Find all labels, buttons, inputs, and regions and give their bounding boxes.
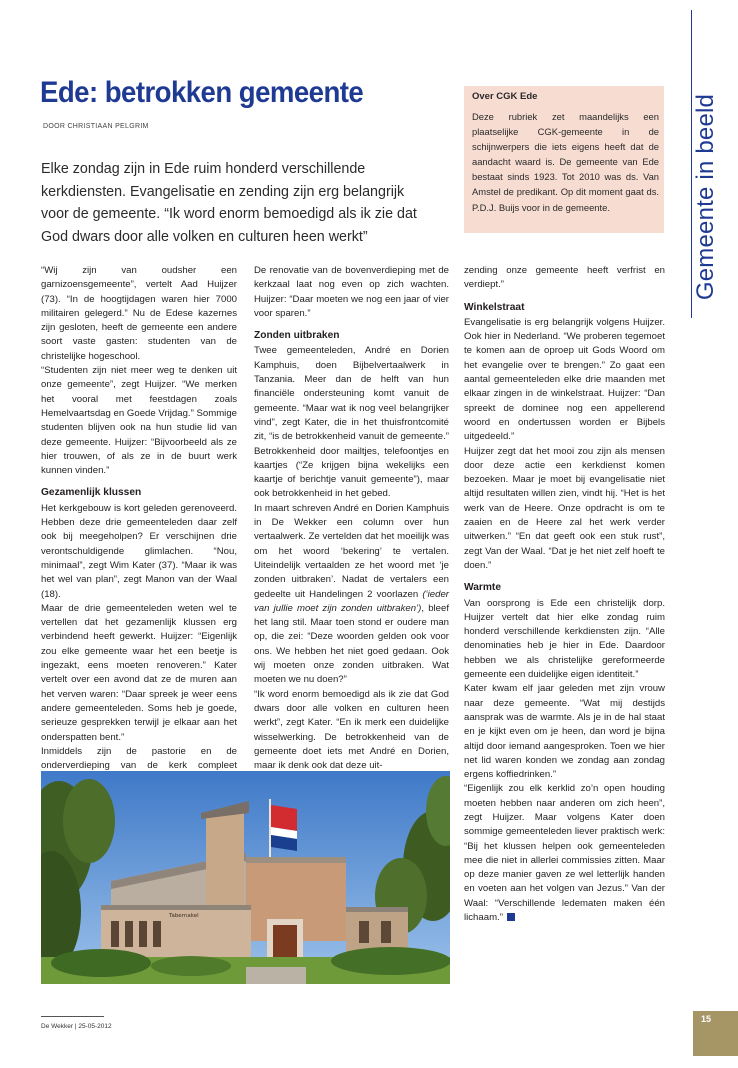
bible-quote: (‘ieder van jullie moet zijn zonden uitbraken’)	[254, 588, 449, 614]
church-sign-text: Tabernakel	[169, 913, 199, 919]
paragraph: De renovatie van de bovenverdieping met de kerkzaal laat nog even op zich wachten. Huijzer: “Daar moeten we nog een jaar of vier voor sparen.”	[254, 265, 449, 319]
footer-publication: De Wekker | 25-05-2012	[41, 1023, 112, 1030]
paragraph: Kater kwam elf jaar geleden met zijn vrouw naar deze gemeente. “Wat mij destijds aansprak was de warmte. Als je in de hal staat en je kijkt even om je heen, dan word je bijna altijd door iemand aangesproken. Toen we hier net lid waren konden we zondag aan zondag ergens koffiedrinken.”	[464, 683, 665, 781]
subheading: Winkelstraat	[464, 301, 525, 313]
paragraph	[254, 502, 449, 688]
paragraph: Het kerkgebouw is kort geleden gerenoveerd. Hebben deze drie gemeenteleden daar zelf ook bij meegeholpen? Er verschijnen drie verontschuldigende glimlachen. “Nou, minimaal”, zegt Wim Kater (37). “Maar ik was het wel van plan”, zegt Manon van der Waal (18).	[41, 502, 237, 600]
paragraph: “Studenten zijn niet meer weg te denken uit onze gemeente”, zegt Huijzer. “We merken het vooral met feestdagen zoals Hemelvaartsdag en Goede Vrijdag.” Sommige studenten blijven ook na hun studie lid van deze gemeente. Huijzer: “Bijvoorbeeld als ze hier trouwen, of als ze in de buurt werk kunnen vinden.”	[41, 365, 237, 477]
sidebar-text: Deze rubriek zet maandelijks een plaatselijke CGK-gemeente in de schijnwerpers die iets eigens heeft dat de aandacht waard is. De gemeente van Ede bestaat sinds 1923. Tot 2010 was ds. Van Amstel de predikant. Op dit moment gaat ds. P.D.J. Buijs voor in de gemeente.	[472, 111, 659, 213]
article-column-2	[254, 264, 449, 773]
paragraph: Evangelisatie is erg belangrijk volgens Huijzer. Ook hier in Nederland. “We proberen tegemoet te komen aan de oproep uit Gods Woord om het evangelie over te brengen.” Zo gaat een aantal gemeenteleden elke drie maanden met elkaar zingen in de winkelstraat. Huijzer: “Dan spreekt de dominee nog een appellerend woord en ondertussen worden er Bijbels uitgedeeld.”	[464, 316, 665, 443]
section-label	[686, 77, 726, 317]
paragraph: Van oorsprong is Ede een christelijk dorp. Huijzer vertelt dat hier elke zondag ruim honderd verschillende kerkdiensten zijn. “Alle denominaties heb je hier in Ede. Daardoor hebben we als christelijke gereformeerde gemeente een duidelijke eigen identiteit.”	[464, 597, 665, 681]
article-column-3	[464, 264, 665, 925]
paragraph	[464, 782, 665, 925]
paragraph: “Ik word enorm bemoedigd als ik zie dat God dwars door alle volken en culturen heen werkt”, zegt Kater. “En ik merk een duidelijke wisselwerking. De betrokkenheid van de gemeente doet iets met André en Dorien, maar ik denk ook dat deze uit-	[254, 688, 449, 772]
article-column-1	[41, 264, 237, 788]
end-of-article-icon	[507, 913, 515, 921]
subheading: Gezamenlijk klussen	[41, 487, 142, 499]
text-run: In maart schreven André en Dorien Kamphuis in De Wekker een column over hun vertaalwerk. Ze vertelden dat het moeilijk was om het woord ‘bekering’ te vertalen. Uiteindelijk vertaalden ze het woord met ‘je zonden uitbraken’. Nadat de vertalers een gedeelte uit Handelingen 2 voorlazen	[254, 502, 449, 600]
article-byline: DOOR CHRISTIAAN PELGRIM	[43, 123, 149, 130]
article-headline: Ede: betrokken gemeente	[40, 76, 364, 109]
church-photo	[41, 771, 450, 984]
paragraph: “Wij zijn van oudsher een garnizoensgemeente”, vertelt Aad Huijzer (73). “In de hoogtijdagen waren hier 7000 militairen gelegerd.” Nu de Edese kazernes zijn gesloten, heeft de gemeente een andere soort vaste gasten: studenten van de christelijke hogeschool.	[41, 265, 237, 362]
subheading: Warmte	[464, 582, 501, 594]
section-label-text: Gemeente in beeld	[692, 93, 719, 301]
paragraph: Huijzer zegt dat het mooi zou zijn als mensen door deze actie een kerkdienst komen bezoeken. Maar je moet bij evangelisatie niet altijd resultaten willen zien, vindt hij. “Het is het werk van de Heere. Onze opdracht is om te zaaien en de Heere zal het werk verder uitwerken.” “En dat geeft ook een stuk rust”, zegt Van der Waal. “Dat je het niet zelf hoeft te doen.”	[464, 445, 665, 571]
paragraph: Maar de drie gemeenteleden weten wel te vertellen dat het gezamenlijk klussen erg verbindend heeft gewerkt. Huijzer: “Eigenlijk zou elke gemeente waar het een beetje is ingezakt, eens moeten renoveren.” Kater vertelt over een avond dat ze de muren aan het verven waren: “Daar spreek je weer eens andere gemeenteleden. Soms heb je goede, serieuze gesprekken terwijl je elkaar aan het onderspatten bent.”	[41, 602, 237, 743]
subheading: Zonden uitbraken	[254, 330, 340, 342]
footer-rule	[41, 1016, 104, 1017]
text-run: , bleef het lang stil. Maar toen stond er oudere man op, die zei: “Deze woorden gelden ook voor ons. We hebben het niet goed gedaan. Ook wij moeten onze zonden uitbraken. Wat moeten we nu doen?”	[254, 602, 450, 686]
text-run: “Eigenlijk zou elk kerklid zo’n open houding moeten hebben naar anderen om zich heen”, zegt Huijzer. Maar volgens Kater doen sommige gemeenteleden liever praktisch werk: “Bij het klussen helpen ook gemeenteleden mee die niet in allerlei commissies zitten. Maar op deze manier gaven ze wel letterlijk handen en voeten aan het volgen van Jezus.” Van der Waal: “Verschillende ledematen maken één lichaam.”	[464, 783, 665, 924]
paragraph: Inmiddels zijn de pastorie en de onderverdieping van de kerk compleet	[41, 745, 237, 772]
paragraph: Twee gemeenteleden, André en Dorien Kamphuis, doen Bijbelvertaalwerk in Tanzania. Meer dan de helft van hun financiële ondersteuning komt vanuit de gemeente. “Maar wat ik nog veel belangrijker vind”, zegt Kater, die in het thuisfrontcomité zit, “is de betrokkenheid vanuit de gemeente.” Betrokkenheid door mailtjes, telefoontjes en kaartjes (“Ze krijgen bijna wekelijks een kaartje of berichtje vanuit gemeente”), maar ook betrokkenheid in het gebed.	[254, 345, 449, 500]
paragraph: zending onze gemeente heeft verfrist en verdiept.”	[464, 265, 665, 291]
sidebar-title: Over CGK Ede	[472, 91, 538, 102]
article-intro: Elke zondag zijn in Ede ruim honderd verschillende kerkdiensten. Evangelisatie en zending zijn erg belangrijk voor de gemeente. “Ik word enorm bemoedigd als ik zie dat God dwars door alle volken en culturen heen werkt”	[41, 161, 417, 245]
page-number: 15	[700, 1014, 711, 1024]
